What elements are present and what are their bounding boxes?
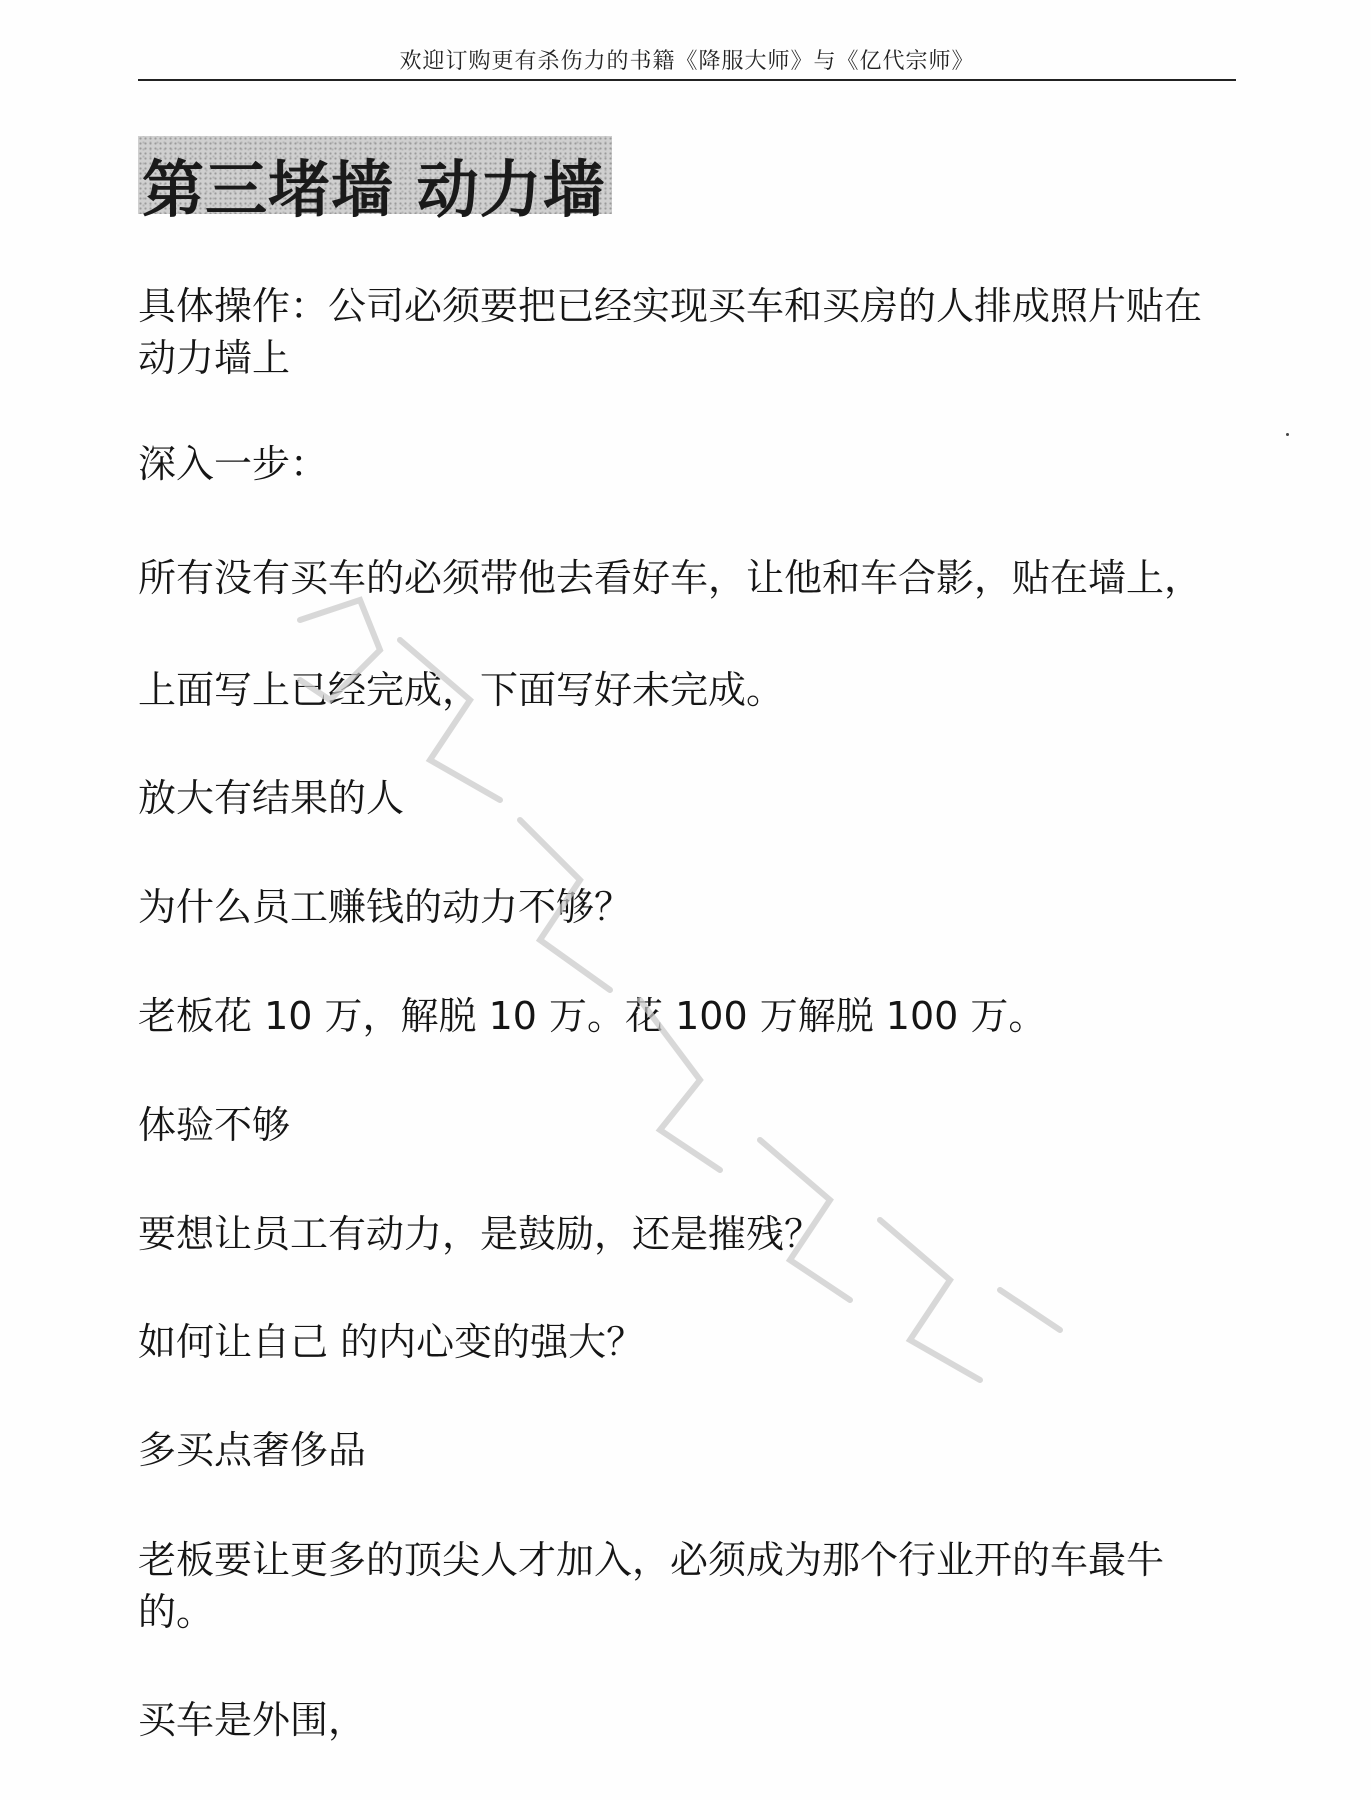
paragraph-boss-spend: 老板花 10 万，解脱 10 万。花 100 万解脱 100 万。 [138, 994, 1047, 1038]
section-title: 第三堵墙 动力墙 [142, 153, 606, 226]
page-header: 欢迎订购更有杀伤力的书籍《降服大师》与《亿代宗师》 [399, 49, 975, 74]
paragraph-luxury: 多买点奢侈品 [138, 1428, 367, 1472]
header-rule [138, 79, 1236, 81]
paragraph-car-photo: 所有没有买车的必须带他去看好车，让他和车合影，贴在墙上， [138, 556, 1203, 600]
paragraph-operation: 具体操作：公司必须要把已经实现买车和买房的人排成照片贴在动力墙上 [138, 284, 1203, 380]
paragraph-buy-car: 买车是外围， [138, 1698, 367, 1742]
scan-speck [1286, 433, 1289, 436]
paragraph-motivation: 要想让员工有动力，是鼓励，还是摧残？ [138, 1212, 823, 1256]
paragraph-strong-heart: 如何让自己 的内心变的强大？ [138, 1320, 645, 1364]
paragraph-experience: 体验不够 [138, 1103, 291, 1147]
paragraph-completed: 上面写上已经完成，下面写好未完成。 [138, 668, 785, 712]
paragraph-amplify: 放大有结果的人 [138, 776, 405, 820]
paragraph-step: 深入一步： [138, 442, 329, 486]
paragraph-top-talent: 老板要让更多的顶尖人才加入，必须成为那个行业开的车最牛的。 [138, 1538, 1165, 1634]
paragraph-why: 为什么员工赚钱的动力不够？ [138, 885, 633, 929]
